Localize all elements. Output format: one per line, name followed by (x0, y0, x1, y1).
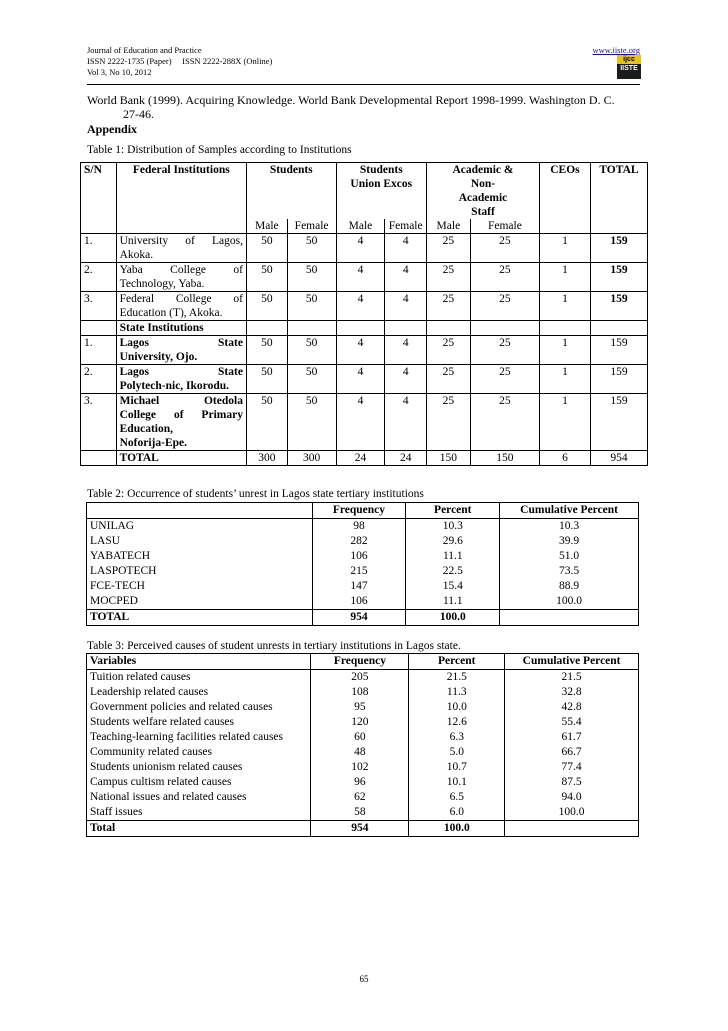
table-row (87, 775, 639, 790)
t2-header-cumulative: Cumulative Percent (500, 503, 639, 519)
t3-cell: Community related causes (90, 746, 212, 758)
t1-cell: 4 (336, 394, 385, 451)
t3-cell: 108 (311, 685, 409, 700)
t3-cell: 55.4 (505, 715, 639, 730)
t1-cell: 4 (385, 394, 427, 451)
t1-sn: 3. (81, 394, 117, 451)
reference-line-1: World Bank (1999). Acquiring Knowledge. World Bank Developmental Report 1998-1999. Washington D. C. (87, 93, 615, 107)
t2-cell: FCE-TECH (90, 580, 145, 592)
t1-name: Michael Otedola (119, 395, 243, 407)
t1-total-cell: 6 (540, 451, 591, 466)
t3-cell: 10.1 (409, 775, 505, 790)
t3-cell: 32.8 (505, 685, 639, 700)
t1-sub-female: Female (385, 219, 427, 234)
table-row (87, 745, 639, 760)
t2-cell: 106 (312, 549, 406, 564)
table-row (87, 549, 639, 564)
t1-name-cont: Education, (119, 423, 173, 435)
t2-cell: 39.9 (500, 534, 639, 549)
t1-total-cell: 150 (470, 451, 539, 466)
t2-cell: UNILAG (90, 520, 135, 532)
t2-cell: 88.9 (500, 579, 639, 594)
t3-cell: Students unionism related causes (90, 761, 243, 773)
t3-cell: 58 (311, 805, 409, 821)
page-number: 65 (359, 974, 369, 984)
t1-cell: 4 (336, 263, 385, 292)
table-row (87, 685, 639, 700)
t3-cell: 94.0 (505, 790, 639, 805)
table-row (87, 730, 639, 745)
t1-cell: 25 (470, 336, 539, 365)
t1-cell: 25 (470, 394, 539, 451)
t3-cell: Leadership related causes (90, 686, 209, 698)
t3-total-cell: 100.0 (409, 821, 505, 837)
t2-cell: 10.3 (500, 519, 639, 535)
table-row (87, 534, 639, 549)
t2-cell: YABATECH (90, 550, 151, 562)
t2-total-cell (500, 610, 639, 626)
t1-institution (116, 234, 246, 263)
table-row (87, 760, 639, 775)
t1-name-cont: Noforija-Epe. (119, 437, 188, 449)
table3-caption: Table 3: Perceived causes of student unrests in tertiary institutions in Lagos state. (87, 640, 461, 652)
t2-cell: 11.1 (406, 549, 500, 564)
table-row (87, 700, 639, 715)
t3-header-cumulative: Cumulative Percent (505, 654, 639, 670)
t3-cell: 62 (311, 790, 409, 805)
t3-header-percent: Percent (409, 654, 505, 670)
t1-name: University of Lagos, (119, 235, 243, 247)
appendix-heading: Appendix (87, 122, 138, 136)
t1-cell: 25 (470, 234, 539, 263)
t1-cell-total: 159 (590, 263, 647, 292)
t2-cell: LASPOTECH (90, 565, 157, 577)
table1-caption: Table 1: Distribution of Samples according to Institutions (87, 144, 352, 156)
t1-cell: 50 (246, 365, 287, 394)
t3-cell: 77.4 (505, 760, 639, 775)
t1-cell: 25 (470, 292, 539, 321)
t1-name-cont: University, Ojo. (119, 351, 198, 363)
t1-cell: 25 (426, 234, 470, 263)
t1-cell: 1 (540, 336, 591, 365)
t1-cell: 50 (246, 394, 287, 451)
t3-cell: 12.6 (409, 715, 505, 730)
t1-cell: 1 (540, 292, 591, 321)
t2-cell: 11.1 (406, 594, 500, 610)
t1-sub-female: Female (287, 219, 336, 234)
t1-institution (116, 336, 246, 365)
t1-total-label: TOTAL (116, 451, 246, 466)
table-total-row (81, 451, 648, 466)
t1-name-cont: Education (T), Akoka. (119, 307, 223, 319)
iiste-logo (617, 55, 641, 79)
t2-cell: 106 (312, 594, 406, 610)
table-row (87, 564, 639, 579)
t2-cell: MOCPED (90, 595, 138, 607)
t2-cell: 73.5 (500, 564, 639, 579)
t3-total-cell (505, 821, 639, 837)
t2-cell: 100.0 (500, 594, 639, 610)
t1-cell: 50 (287, 234, 336, 263)
t1-cell: 50 (246, 263, 287, 292)
t3-cell: 10.0 (409, 700, 505, 715)
t1-cell: 50 (246, 234, 287, 263)
t1-name: Lagos State (119, 337, 243, 349)
t1-cell: 4 (385, 336, 427, 365)
t1-sn: 3. (81, 292, 117, 321)
t1-cell: 1 (540, 394, 591, 451)
issn-line: ISSN 2222-1735 (Paper) ISSN 2222-288X (Online) (87, 56, 273, 66)
t3-cell: 6.0 (409, 805, 505, 821)
t1-sub-female: Female (470, 219, 539, 234)
table-total-row (87, 821, 639, 837)
t1-sub-male: Male (426, 219, 470, 234)
t3-cell: 10.7 (409, 760, 505, 775)
t3-cell: 60 (311, 730, 409, 745)
t3-header-frequency: Frequency (311, 654, 409, 670)
t1-name: Federal College of (119, 293, 243, 305)
t1-total-cell: 24 (336, 451, 385, 466)
t1-institution (116, 292, 246, 321)
t3-cell: 6.5 (409, 790, 505, 805)
t2-total-label: TOTAL (90, 611, 130, 623)
t1-header-union: Students Union Excos (336, 163, 426, 220)
reference-line-2: 27-46. (123, 107, 154, 121)
t1-institution (116, 394, 246, 451)
t1-header-total: TOTAL (590, 163, 647, 220)
t1-cell: 1 (540, 234, 591, 263)
t3-cell: Teaching-learning facilities related causes (90, 731, 284, 743)
t1-institution (116, 365, 246, 394)
t3-cell: National issues and related causes (90, 791, 247, 803)
t3-total-cell: 954 (311, 821, 409, 837)
t1-cell: 50 (246, 336, 287, 365)
t3-cell: 5.0 (409, 745, 505, 760)
t3-cell: Students welfare related causes (90, 716, 235, 728)
t1-cell: 25 (470, 263, 539, 292)
t3-cell: 66.7 (505, 745, 639, 760)
t2-cell: 51.0 (500, 549, 639, 564)
t1-cell: 25 (470, 365, 539, 394)
t2-cell: 98 (312, 519, 406, 535)
t1-cell: 4 (385, 292, 427, 321)
header-rule (87, 84, 640, 85)
t1-header-ceos: CEOs (540, 163, 591, 220)
table-row (81, 394, 648, 451)
t1-name: Yaba College of (119, 264, 243, 276)
t1-total-cell: 954 (590, 451, 647, 466)
table1 (80, 162, 648, 466)
t1-sn: 2. (81, 263, 117, 292)
t3-cell: 100.0 (505, 805, 639, 821)
table-row (87, 790, 639, 805)
t1-cell: 25 (426, 365, 470, 394)
table-row (81, 234, 648, 263)
t1-cell-total: 159 (590, 292, 647, 321)
t3-cell: Government policies and related causes (90, 701, 273, 713)
t1-cell: 25 (426, 292, 470, 321)
t1-institution (116, 263, 246, 292)
table-row (87, 519, 639, 535)
t1-sn: 1. (81, 336, 117, 365)
table-row (81, 336, 648, 365)
table-row (87, 579, 639, 594)
reference-entry (87, 93, 640, 121)
t1-sn: 1. (81, 234, 117, 263)
t1-cell-total: 159 (590, 365, 647, 394)
t1-cell: 25 (426, 394, 470, 451)
t1-total-cell: 24 (385, 451, 427, 466)
t1-name-cont: Akoka. (119, 249, 154, 261)
table-row (81, 292, 648, 321)
table-total-row (87, 610, 639, 626)
t1-state-label: State Institutions (116, 321, 246, 336)
t3-cell: 48 (311, 745, 409, 760)
t2-header (87, 503, 313, 519)
t1-cell: 50 (287, 394, 336, 451)
t1-name-cont: Technology, Yaba. (119, 278, 205, 290)
journal-name: Journal of Education and Practice (87, 45, 202, 55)
table-row (87, 805, 639, 821)
t1-cell: 25 (426, 263, 470, 292)
t1-header-sn: S/N (84, 164, 102, 176)
t3-cell: 102 (311, 760, 409, 775)
t1-cell: 4 (336, 292, 385, 321)
t1-cell: 1 (540, 263, 591, 292)
t2-cell: 22.5 (406, 564, 500, 579)
t3-cell: 96 (311, 775, 409, 790)
t1-cell: 50 (246, 292, 287, 321)
t1-cell: 25 (426, 336, 470, 365)
t3-cell: 87.5 (505, 775, 639, 790)
table2 (86, 502, 639, 626)
t3-cell: 95 (311, 700, 409, 715)
t1-cell: 4 (336, 365, 385, 394)
t1-total-cell: 300 (287, 451, 336, 466)
t2-cell: 147 (312, 579, 406, 594)
t1-total-cell: 300 (246, 451, 287, 466)
t3-cell: 120 (311, 715, 409, 730)
logo-text: IISTE (620, 65, 638, 72)
t1-sub-male: Male (336, 219, 385, 234)
t3-total-label: Total (90, 822, 116, 834)
table-row (87, 715, 639, 730)
t3-cell: Tuition related causes (90, 671, 191, 683)
t1-cell: 4 (385, 365, 427, 394)
t1-cell: 4 (385, 234, 427, 263)
t1-name-cont: College of Primary (119, 409, 243, 421)
t1-cell: 50 (287, 365, 336, 394)
t1-header-academic: Academic & Non-Academic Staff (426, 163, 539, 220)
t2-cell: 10.3 (406, 519, 500, 535)
t1-cell: 50 (287, 336, 336, 365)
t1-header-students: Students (246, 163, 336, 220)
t2-total-cell: 954 (312, 610, 406, 626)
t3-cell: 42.8 (505, 700, 639, 715)
t1-cell: 4 (336, 336, 385, 365)
t3-cell: Staff issues (90, 806, 143, 818)
t3-cell: 205 (311, 670, 409, 686)
t3-cell: 6.3 (409, 730, 505, 745)
t1-cell: 50 (287, 263, 336, 292)
t1-cell: 1 (540, 365, 591, 394)
table-row (81, 263, 648, 292)
t2-cell: 215 (312, 564, 406, 579)
logo-cap: ijcc (617, 55, 641, 64)
t2-header-frequency: Frequency (312, 503, 406, 519)
t1-cell-total: 159 (590, 234, 647, 263)
table2-caption: Table 2: Occurrence of students’ unrest in Lagos state tertiary institutions (87, 488, 424, 500)
t1-cell: 50 (287, 292, 336, 321)
table3 (86, 653, 639, 837)
t1-total-cell: 150 (426, 451, 470, 466)
t1-header-institution: Federal Institutions (116, 163, 246, 220)
t2-cell: 29.6 (406, 534, 500, 549)
t1-name: Lagos State (119, 366, 243, 378)
volume-line: Vol 3, No 10, 2012 (87, 67, 152, 77)
t1-sub-male: Male (246, 219, 287, 234)
t1-sn: 2. (81, 365, 117, 394)
t1-cell: 4 (336, 234, 385, 263)
website-link[interactable]: www.iiste.org (592, 45, 640, 55)
t3-cell: 61.7 (505, 730, 639, 745)
table-row (81, 365, 648, 394)
journal-header (87, 45, 272, 78)
t2-cell: 282 (312, 534, 406, 549)
t2-cell: LASU (90, 535, 121, 547)
table-row (87, 594, 639, 610)
t1-cell: 4 (385, 263, 427, 292)
t1-name-cont: Polytech-nic, Ikorodu. (119, 380, 229, 392)
t2-header-percent: Percent (406, 503, 500, 519)
t3-cell: 11.3 (409, 685, 505, 700)
t3-cell: 21.5 (505, 670, 639, 686)
t1-cell-total: 159 (590, 336, 647, 365)
t3-cell: 21.5 (409, 670, 505, 686)
t2-cell: 15.4 (406, 579, 500, 594)
t3-cell: Campus cultism related causes (90, 776, 232, 788)
t3-header-variables: Variables (87, 654, 311, 670)
t2-total-cell: 100.0 (406, 610, 500, 626)
table-row (87, 670, 639, 686)
t1-cell-total: 159 (590, 394, 647, 451)
